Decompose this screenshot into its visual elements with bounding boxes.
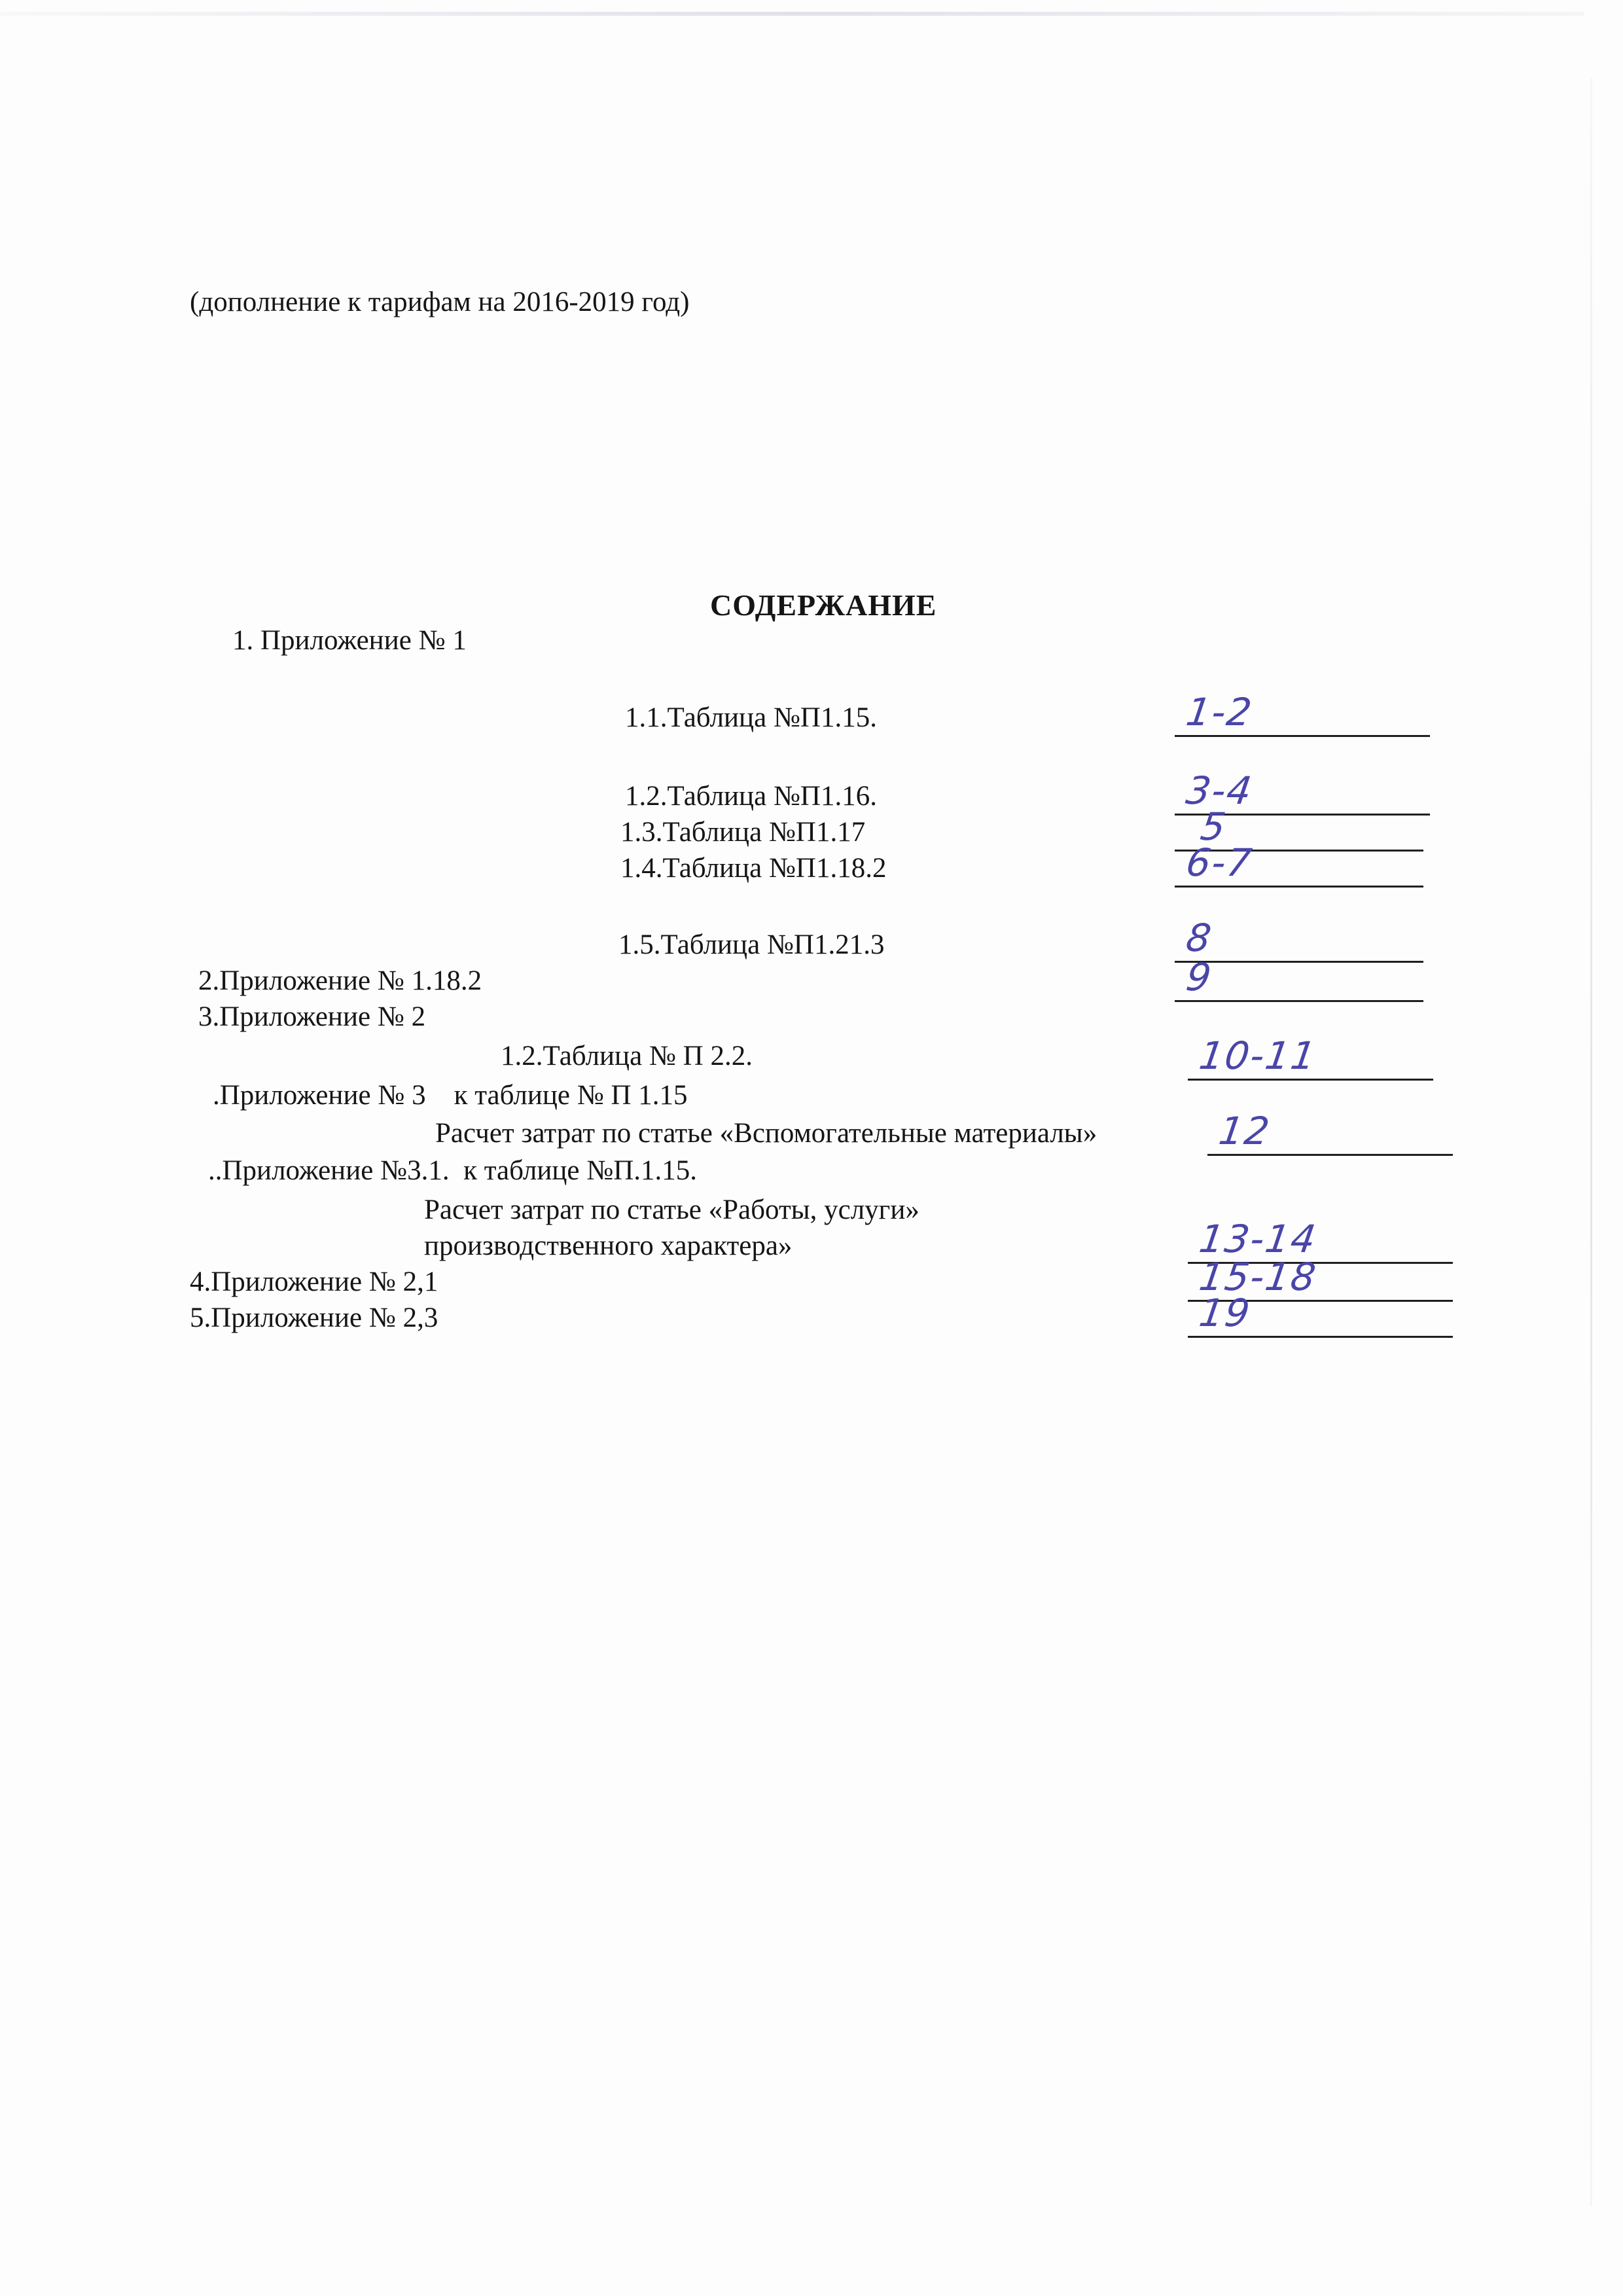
toc-entry-table-p1-21-3: 1.5.Таблица №П1.21.3	[618, 929, 885, 960]
scan-edge-right	[1590, 79, 1592, 2206]
toc-entry-table-p1-18-2: 1.4.Таблица №П1.18.2	[620, 853, 887, 884]
toc-entry-appendix-2-1: 4.Приложение № 2,1	[190, 1266, 438, 1297]
page-field-table-p1-18-2	[1175, 840, 1423, 888]
handwritten-page-number: 3-4	[1183, 768, 1256, 813]
toc-entry-table-p1-16: 1.2.Таблица №П1.16.	[625, 781, 877, 812]
handwritten-page-number: 12	[1216, 1109, 1274, 1153]
handwritten-page-number: 19	[1196, 1291, 1254, 1335]
toc-entry-table-p2-2: 1.2.Таблица № П 2.2.	[501, 1041, 753, 1071]
scan-edge-top	[0, 12, 1584, 16]
page-field-appendix-1-18-2	[1175, 955, 1423, 1002]
handwritten-page-number: 15-18	[1196, 1255, 1320, 1299]
handwritten-page-number: 6-7	[1183, 840, 1256, 885]
handwritten-page-number: 10-11	[1196, 1033, 1320, 1078]
page-field-auxiliary-materials	[1207, 1109, 1453, 1156]
page-field-appendix-2-3	[1188, 1291, 1453, 1338]
document-subtitle: (дополнение к тарифам на 2016-2019 год)	[190, 287, 690, 317]
toc-entry-appendix-2: 3.Приложение № 2	[198, 1001, 426, 1032]
toc-entry-appendix-1: 1. Приложение № 1	[232, 625, 467, 656]
toc-entry-table-p1-17: 1.3.Таблица №П1.17	[620, 817, 866, 848]
handwritten-page-number: 8	[1183, 916, 1215, 960]
page-field-table-p2-2	[1188, 1033, 1433, 1081]
contents-heading: СОДЕРЖАНИЕ	[710, 588, 937, 622]
handwritten-page-number: 1-2	[1183, 690, 1256, 734]
toc-entry-auxiliary-materials: Расчет затрат по статье «Вспомогательные материалы»	[435, 1118, 1097, 1149]
handwritten-page-number: 9	[1183, 955, 1215, 999]
toc-entry-appendix-3-1: ..Приложение №3.1. к таблице №П.1.15.	[208, 1155, 698, 1186]
handwritten-page-number: 13-14	[1196, 1217, 1320, 1261]
page-field-table-p1-15	[1175, 690, 1430, 737]
toc-entry-production-character: производственного характера»	[424, 1230, 793, 1261]
toc-entry-appendix-1-18-2: 2.Приложение № 1.18.2	[198, 965, 482, 996]
handwritten-page-number: 5	[1198, 804, 1230, 849]
toc-entry-appendix-2-3: 5.Приложение № 2,3	[190, 1302, 438, 1333]
toc-entry-works-services: Расчет затрат по статье «Работы, услуги»	[424, 1194, 919, 1225]
toc-entry-appendix-3: .Приложение № 3 к таблице № П 1.15	[213, 1080, 688, 1111]
toc-entry-table-p1-15: 1.1.Таблица №П1.15.	[625, 702, 877, 733]
